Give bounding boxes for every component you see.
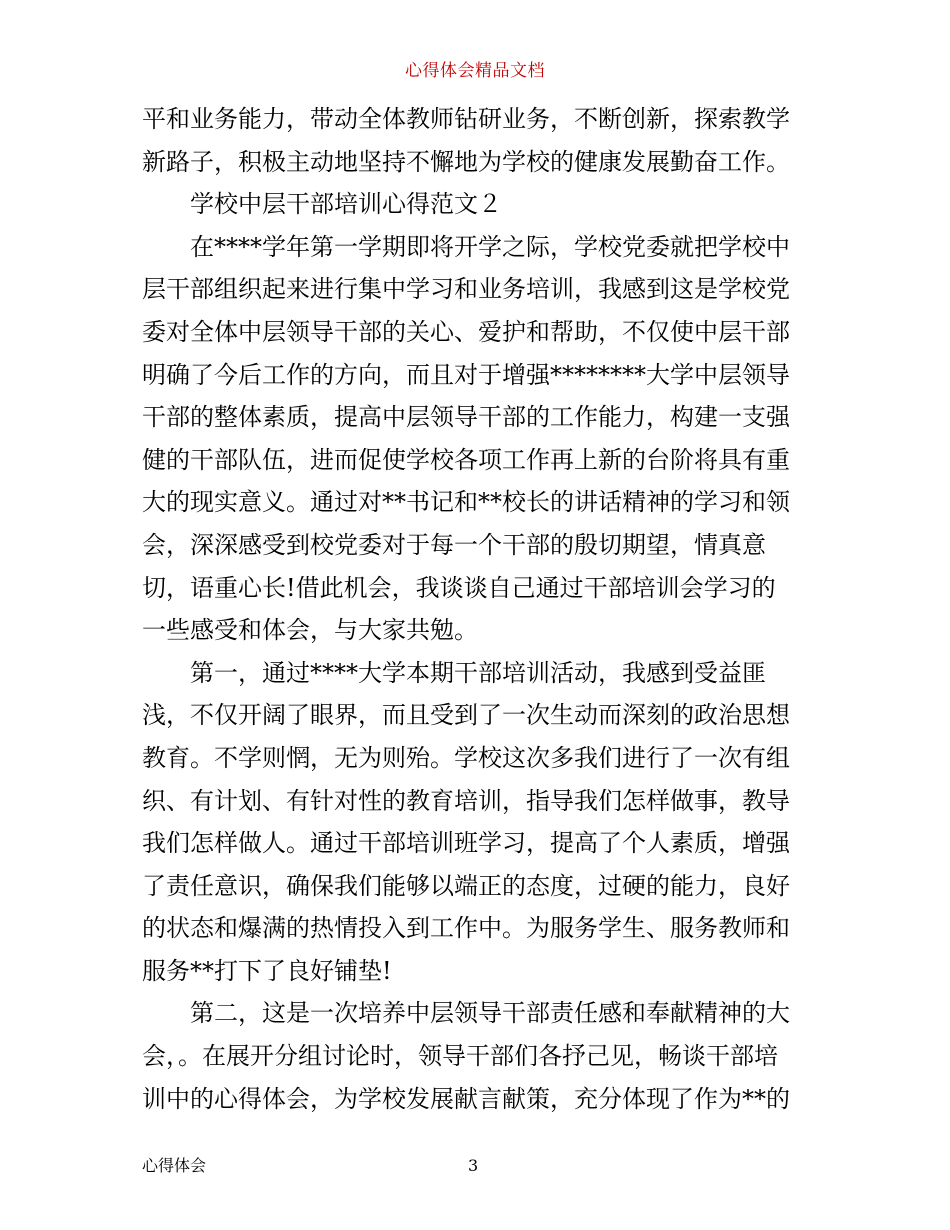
text-line: 新路子，积极主动地坚持不懈地为学校的健康发展勤奋工作。 [142,147,790,176]
text-line: 会，。在展开分组讨论时，领导干部们各抒己见，畅谈干部培 [142,1042,778,1071]
text-line: 干部的整体素质，提高中层领导干部的工作能力，构建一支强 [142,403,790,432]
text-line: 服务**打下了良好铺垫! [142,956,392,985]
text-line: 第一，通过****大学本期干部培训活动，我感到受益匪 [190,658,766,687]
text-line: 训中的心得体会，为学校发展献言献策，充分体现了作为**的 [142,1084,790,1113]
text-line: 教育。不学则惘，无为则殆。学校这次多我们进行了一次有组 [142,743,790,772]
text-line: 的状态和爆满的热情投入到工作中。为服务学生、服务教师和 [142,914,790,943]
text-line: 健的干部队伍，进而促使学校各项工作再上新的台阶将具有重 [142,445,790,474]
text-line: 一些感受和体会，与大家共勉。 [142,616,478,645]
text-line: 第二，这是一次培养中层领导干部责任感和奉献精神的大 [190,999,790,1028]
text-line: 在****学年第一学期即将开学之际，学校党委就把学校中 [190,232,790,261]
text-line: 我们怎样做人。通过干部培训班学习，提高了个人素质，增强 [142,829,790,858]
document-header-title: 心得体会精品文档 [405,61,545,81]
document-body [142,98,816,1120]
text-line: 了责任意识，确保我们能够以端正的态度，过硬的能力，良好 [142,871,790,900]
page-number: 3 [468,1156,479,1175]
section-heading: 学校中层干部培训心得范文２ [190,190,502,219]
text-line: 切，语重心长!借此机会，我谈谈自己通过干部培训会学习的 [142,573,776,602]
text-line: 浅，不仅开阔了眼界，而且受到了一次生动而深刻的政治思想 [142,701,790,730]
text-line: 层干部组织起来进行集中学习和业务培训，我感到这是学校党 [142,275,790,304]
text-line: 织、有计划、有针对性的教育培训，指导我们怎样做事，教导 [142,786,790,815]
text-line: 平和业务能力，带动全体教师钻研业务，不断创新，探索教学 [142,105,790,133]
text-line: 委对全体中层领导干部的关心、爱护和帮助，不仅使中层干部 [142,317,790,346]
footer-label: 心得体会 [142,1156,207,1175]
text-line: 大的现实意义。通过对**书记和**校长的讲话精神的学习和领 [142,488,790,517]
text-line: 明确了今后工作的方向，而且对于增强********大学中层领导 [142,360,790,389]
text-line: 会，深深感受到校党委对于每一个干部的殷切期望，情真意 [142,530,766,559]
